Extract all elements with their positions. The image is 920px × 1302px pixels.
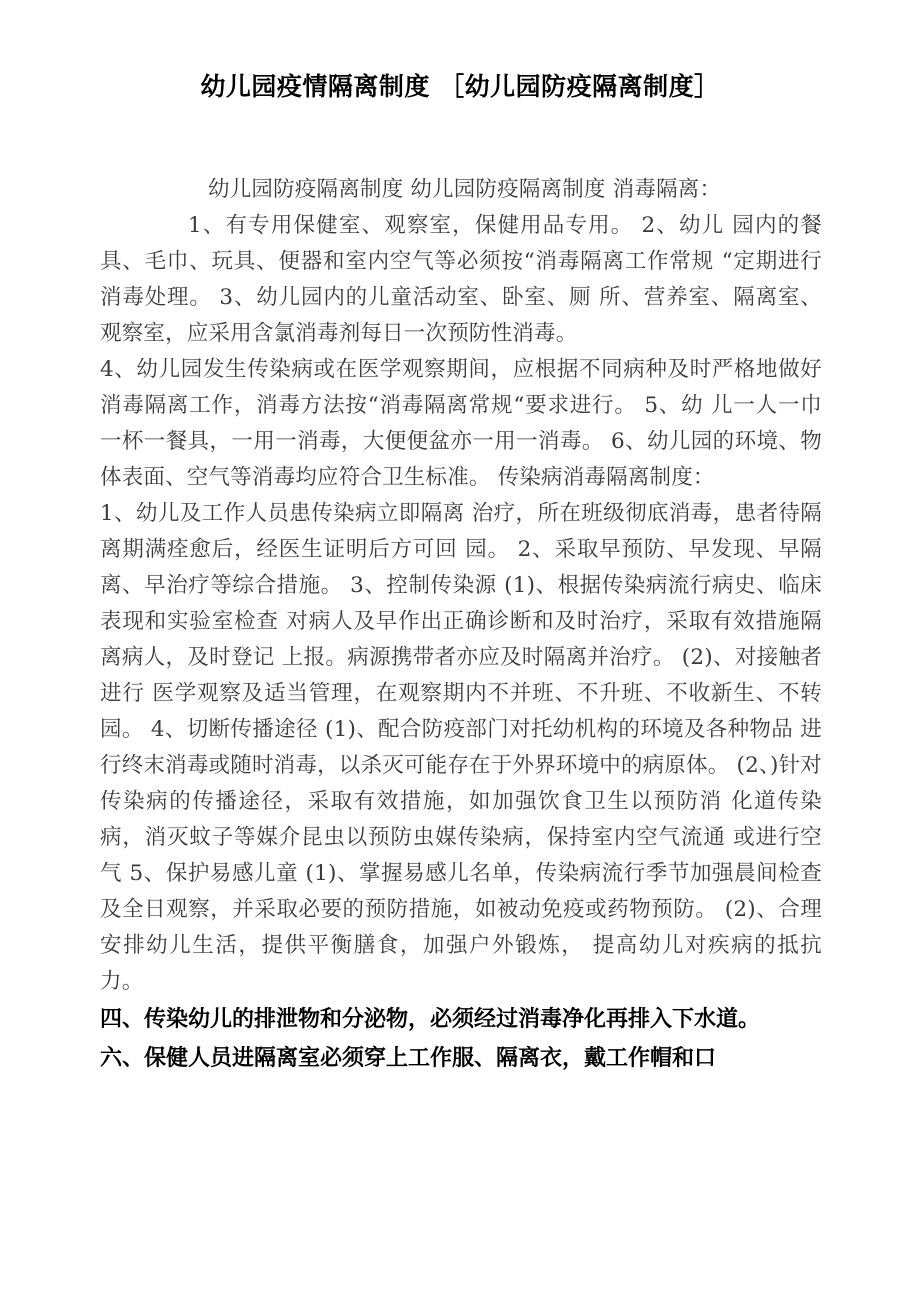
document-body bbox=[100, 172, 822, 1078]
page-title: 幼儿园疫情隔离制度 ［幼儿园防疫隔离制度］ bbox=[200, 72, 720, 101]
paragraph-text: 四、传染幼儿的排泄物和分泌物，必须经过消毒净化再排入下水道。 bbox=[100, 1007, 761, 1032]
paragraph-text: 1、幼儿及工作人员患传染病立即隔离 治疗，所在班级彻底消毒，患者待隔离期满痊愈后，经医生证明后方可回 园。 2、采取早预防、早发现、早隔离、早治疗等综合措施。 3、控制传染源 (1)、根据传染病流行病史、临床表现和实验室检查 对病人及早作出正确诊断和及时治疗，采取有效措施隔离病人，及时登记 上报。病源携带者亦应及时隔离并治疗。 (2)、对接触者进行 医学观察及适当管理，在观察期内不并班、不升班、不收新生、不转园。 4、切断传播途径 (1)、配合防疫部门对托幼机构的环境及各种物品 进行终末消毒或随时消毒，以杀灭可能存在于外界环境中的病原体。 (2、)针对传染病的传播途径，采取有效措施，如加强饮食卫生以预防消 化道传染病，消灭蚊子等媒介昆虫以预防虫媒传染病，保持室内空气流通 或进行空气 5、保护易感儿童 (1)、掌握易感儿名单，传染病流行季节加强晨间检查及全日观察，并采取必要的预防措施，如被动免疫或药物预防。 (2)、合理安排幼儿生活，提供平衡膳食，加强户外锻炼， 提高幼儿对疾病的抵抗力。 bbox=[100, 501, 822, 994]
paragraph-section-six bbox=[100, 1039, 822, 1078]
paragraph-text: 4、幼儿园发生传染病或在医学观察期间，应根据不同病种及时严格地做好消毒隔离工作，消毒方法按“消毒隔离常规“要求进行。 5、幼 儿一人一巾一杯一餐具，一用一消毒，大便便盆亦一用一消毒。 6、幼儿园的环境、物体表面、空气等消毒均应符合卫生标准。 传染病消毒隔离制度： bbox=[100, 357, 822, 490]
paragraph-outbreak-rules bbox=[100, 352, 822, 496]
paragraph-infectious-disease-system bbox=[100, 496, 822, 1000]
paragraph-text: 1、有专用保健室、观察室，保健用品专用。 2、幼儿 园内的餐具、毛巾、玩具、便器和室内空气等必须按“消毒隔离工作常规 “定期进行消毒处理。 3、幼儿园内的儿童活动室、卧室、厕 所、营养室、隔离室、观察室，应采用含氯消毒剂每日一次预防性消毒。 bbox=[100, 213, 822, 346]
paragraph-intro bbox=[100, 172, 822, 208]
paragraph-text: 幼儿园防疫隔离制度 幼儿园防疫隔离制度 消毒隔离： bbox=[208, 177, 722, 202]
paragraph-disinfection-rules bbox=[100, 208, 822, 352]
paragraph-section-four bbox=[100, 1000, 822, 1039]
paragraph-text: 六、保健人员进隔离室必须穿上工作服、隔离衣，戴工作帽和口 bbox=[100, 1046, 717, 1071]
